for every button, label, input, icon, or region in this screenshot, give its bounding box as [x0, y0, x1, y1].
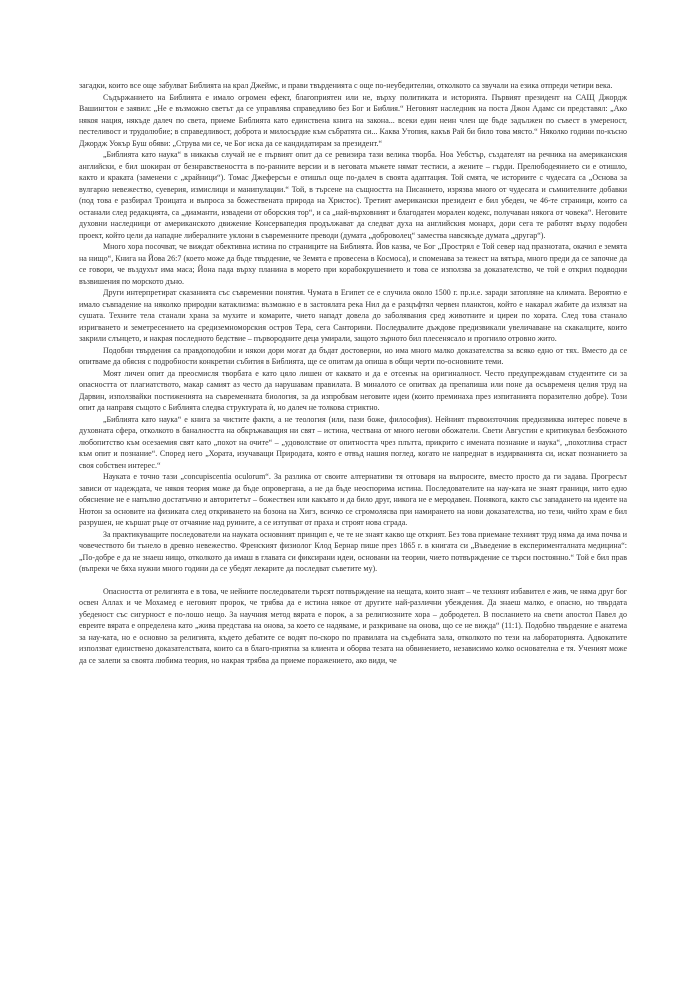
- paragraph-10: За практикуващите последователи на науката основният принцип е, че те не знаят какво ще открият. Без това приемане техният труд няма да има почва и човечеството би тънело в древно невежество. Френският физиолог Клод Бернар пише през 1865 г. в книгата си „Въведение в експерименталната медицина“: „По-добре е да не знаеш нищо, отколкото да имаш в главата си фиксирани идеи, основани на теории, чието потвърждение се търси постоянно.“ Той е бил прав (въпреки че бяха нужни много години да се убедят лекарите да последват съветите му).: [79, 529, 627, 573]
- paragraph-3: „Библията като наука“ в никакъв случай не е първият опит да се ревизира тази велика творба. Ноа Уебстър, създателят на речника на американския английски, е бил шокиран от безнравствеността в по-ранните версии и в неговата мъжете нямат тестиси, а жените – гърди. Прелюбодеянието си е отишло, както и краката (заменени с „крайници“). Томас Джеферсън е отишъл още по-далеч в своята адаптация. Той смята, че историите с чудесата са „Основа за вулгарно невежество, суеверия, измислици и манипулации.“ Той, в търсене на същността на Писанието, изрязва много от чудесата и съмнителните добавки (под това е разбирал Троицата и въпроса за божествената природа на Христос). Третият американски президент е бил убеден, че 46-те страници, които са останали след редакцията, са „диаманти, извадени от оборския тор“, и са „най-върховният и благодатен морален кодекс, получаван някога от човека“. Неговите духовни наследници от американското движение Консервапедия продължават да следват духа на английския монарх, дори сега те работят върху подобен проект, който цели да нападне либералните уклони в съвременните преводи (думата „доброволец“ замества навсякъде думата „другар“).: [79, 150, 627, 240]
- paragraph-4: Много хора посочват, че виждат обективна истина по страниците на Библията. Йов казва, че Бог „Прострял е Той север над празнотата, окачил е земята на нищо“, Книга на Йова 26:7 (което може да бъде твърдение, че Земята е провесена в Космоса), и споменава за тежест на вятъра, много преди да се започне да се говори, че въздухът има маса; Йона пада върху планина в морето при корабокрушението и това се използва за доказателство, че той е открил подводни възвишения по морското дъно.: [79, 242, 627, 286]
- paragraph-7: Моят личен опит да преосмисля творбата е като цяло лишен от каквато и да е отсенък на оригиналност. Често предупреждавам студентите си за опасността от плагиатството, макар самият аз често да нарушавам правилата. В миналото се опитвах да препапиша или поне да осъвременя целия труд на Дарвин, използвайки постиженията на съвременната биология, за да изпробвам неговите идеи (които преминаха през изпитанията поразително добре). Този опит да направя същото с Библията следва структурата ѝ, но далеч не толкова стриктно.: [79, 368, 627, 412]
- paragraph-11: Опасността от религията е в това, че нейните последователи търсят потвърждение на нещата, които знаят – че техният избавител е жив, че няма друг бог освен Аллах и че Мохамед е неговият пророк, че трябва да е истина някое от другите най-различни убеждения. Да знаеш малко, е опасно, но твърдата убеденост със сигурност е по-лошо нещо. За научния метод вярата е порок, а за религиозните хора – добродетел. В посланието на свети апостол Павел до евреите вярата е определена като „жива представа на онова, за което се надяваме, и разкриване на онова, що се не вижда“ (11:1). Подобно твърдение е анатема за нау-ката, но е основно за религията, където дебатите се водят по-скоро по правилата на съдебната зала, отколкото по тези на лабораторията. Адвокатите използват единствено доказателствата, които са в благо-приятна за клиента и оборва тезата на обвинението, независимо колко основателна е тя. Ученият може да се залепи за своята любима теория, но накрая трябва да приеме поражението, ако види, че: [79, 586, 627, 665]
- paragraph-9: Науката е точно тази „concupiscentia oculorum“. За разлика от своите алтернативи тя отговаря на въпросите, вместо просто да ги задава. Прогресът зависи от надеждата, че някоя теория може да бъде опровергана, а не да бъде неоспорима истина. Последователите на нау-ката не знаят граници, нито едно обяснение не е напълно достатъчно и авторитетът – божествен или какъвто и да било друг, никога не е меродавен. Понякога, както със западането на идеите на Нютон за основите на физиката след откриването на бозона на Хигз, всичко се сгромолясва при намирането на нови доказателства, но тези, чийто храм е бил разрушен, не кършат ръце от отчаяние над руините, а се изтупват от праха и строят нова сграда.: [79, 472, 627, 527]
- paragraph-2: Съдържанието на Библията е имало огромен ефект, благоприятен или не, върху политиката и историята. Първият президент на САЩ Джордж Вашингтон е заявил: „Не е възможно светът да се управлява справедливо без Бог и Библия.“ Неговият наследник на поста Джон Адамс си представял: „Ако някоя нация, някъде далеч по света, приеме Библията като единствена книга на закона... всеки един неин член ще бъде задължен по съвест в умереност, пестеливост и трудолюбие; в справедливост, доброта и милосърдие към събратята си... Каква Утопия, какъв Рай би било това място.“ Няколко години по-късно Джордж Уокър Буш обяви: „Струва ми се, че Бог иска да се кандидатирам за президент.“: [79, 92, 627, 148]
- paragraph-8: „Библията като наука“ е книга за чистите факти, а не теология (или, пази боже, философия). Нейният първоизточник предизвиква интерес повече в духовната сфера, отколкото в баналността на обкръжаващия ни свят – истина, чествана от много негови обожатели. Свети Августин е критикувал безбожното любопитство към осезаемия свят като „похот на очите“ – „удоволствие от опитността чрез плътта, прикрито с имената познание и наука“, „похотлива страст към опит и познание“. Според него „Хората, изучаващи Природата, която е отвъд нашия поглед, когато не напреднат в издирванията си, искат познанието за своя собствен интерес.“: [79, 414, 627, 470]
- paragraph-5: Други интерпретират сказанията със съвременни понятия. Чумата в Египет се е случила около 1500 г. пр.н.е. заради затопляне на климата. Вероятно е имало съвпадение на няколко природни катаклизма: възможно е в застоялата река Нил да е разцъфтял червен планктон, който е накарал жабите да излязат на сушата. Техните тела станали храна за мухите и комарите, чието нападт довела до заболявания сред животните и циреи по хората. След това станало изригването и земетресението на средиземноморския остров Тера, сега Санторини. Последвалите дъждове предизвикали увеличаване на скакалците, които закрили слънцето, и накрая последното бедствие – първородните деца умирали, защото зърното бил плесенясало и прогнило отровно жито.: [79, 288, 627, 343]
- paragraph-6: Подобни твърдения са правдоподобни и някои дори могат да бъдат достоверни, но има много малко доказателства за всяко едно от тях. Вместо да се опитваме да обясня с подробности конкретни събития в Библията, ще се опитам да опиша в общи черти по-основните теми.: [79, 345, 627, 366]
- document-page: [79, 80, 627, 666]
- paragraph-1: загадки, които все още забулват Библията на крал Джеймс, и прави твърденията с още по-неубедителни, отколкото са звучали на езика отпреди четири века.: [79, 81, 613, 90]
